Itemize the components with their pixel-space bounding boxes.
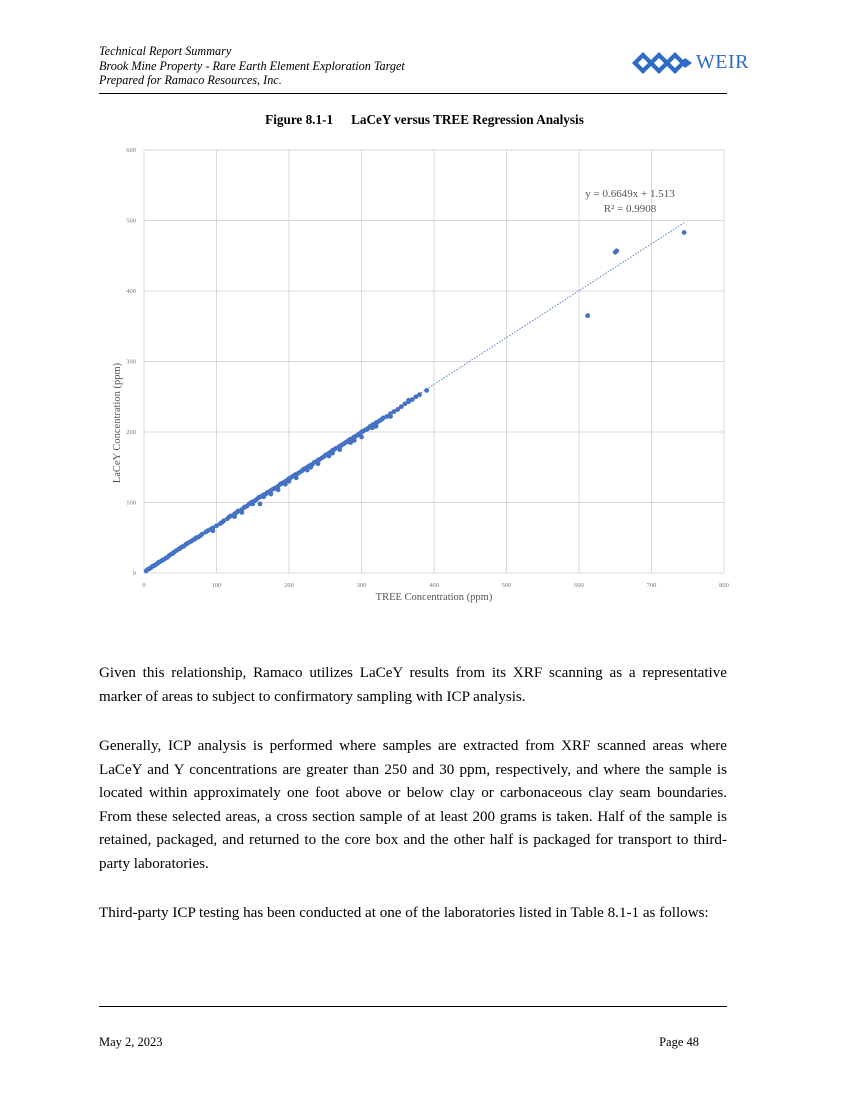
y-tick-label: 300 xyxy=(126,358,136,366)
data-point xyxy=(316,461,321,466)
y-tick-label: 200 xyxy=(126,429,136,436)
regression-equation: y = 0.6649x + 1.513 xyxy=(585,188,675,200)
x-axis-label: TREE Concentration (ppm) xyxy=(375,592,493,603)
paragraph-2: Generally, ICP analysis is performed where samples are extracted from XRF scanned areas where LaCeY and Y concentrations are greater than 250 and 30 ppm, respectively, and where the sample is located within approximately one foot above or below clay or carbonaceous clay seam boundaries. From these selected areas, a cross section sample of at least 200 grams is taken. Half of the sample is retained, packaged, and returned to the core box and the other half is packaged for transport to third-party laboratories. xyxy=(99,738,727,872)
data-point xyxy=(268,492,273,497)
figure-number: Figure 8.1-1 xyxy=(265,112,334,127)
data-point xyxy=(614,248,619,253)
y-axis-label: LaCeY Concentration (ppm) xyxy=(112,362,123,484)
data-point xyxy=(585,313,590,318)
data-point xyxy=(370,425,375,430)
weir-logo xyxy=(632,51,749,74)
x-tick-label: 100 xyxy=(211,582,222,589)
data-point xyxy=(276,487,281,492)
paragraph-1: Given this relationship, Ramaco utilizes LaCeY results from its XRF scanning as a representative marker of areas to subject to confirmatory sampling with ICP analysis. xyxy=(99,665,727,705)
data-point xyxy=(388,414,393,419)
footer-divider xyxy=(99,1006,727,1007)
header-report-type: Technical Report Summary xyxy=(99,44,232,58)
data-point xyxy=(232,514,237,519)
data-point xyxy=(417,392,422,397)
data-point xyxy=(250,502,255,507)
data-point xyxy=(348,440,353,445)
regression-scatter-chart xyxy=(104,138,744,608)
data-point xyxy=(326,454,331,459)
data-point xyxy=(283,482,288,487)
footer-date: May 2, 2023 xyxy=(99,1035,163,1049)
figure-title: LaCeY versus TREE Regression Analysis xyxy=(351,112,584,127)
x-tick-label: 800 xyxy=(719,582,729,589)
weir-diamond-icon xyxy=(632,52,694,74)
weir-logo-text: WEIR xyxy=(695,51,749,73)
data-point xyxy=(239,510,244,515)
x-tick-label: 600 xyxy=(574,582,584,589)
paragraph-3: Third-party ICP testing has been conducted at one of the laboratories listed in Table 8.1-1 as follows: xyxy=(99,905,709,921)
x-tick-label: 700 xyxy=(646,582,657,589)
header-property: Brook Mine Property - Rare Earth Element Exploration Target xyxy=(99,58,405,73)
data-point xyxy=(258,502,263,507)
y-tick-label: 600 xyxy=(126,147,136,154)
data-points xyxy=(144,230,687,573)
y-tick-label: 100 xyxy=(126,499,136,507)
data-point xyxy=(406,398,411,403)
data-point xyxy=(337,447,342,452)
x-tick-label: 400 xyxy=(429,582,439,589)
data-point xyxy=(294,475,299,480)
x-tick-label: 0 xyxy=(142,582,146,589)
page-header xyxy=(99,44,749,94)
data-point xyxy=(359,435,364,440)
footer-page-number: Page 48 xyxy=(659,1035,699,1049)
y-tick-label: 400 xyxy=(126,288,136,295)
data-point xyxy=(682,230,687,235)
data-point xyxy=(261,494,266,499)
data-point xyxy=(305,468,310,473)
y-tick-label: 0 xyxy=(132,570,136,577)
figure-caption xyxy=(0,112,849,128)
y-tick-label: 500 xyxy=(126,217,136,225)
x-tick-label: 200 xyxy=(284,582,294,589)
r-squared-label: R² = 0.9908 xyxy=(603,203,657,215)
x-tick-label: 500 xyxy=(501,582,512,589)
header-prepared-for: Prepared for Ramaco Resources, Inc. xyxy=(99,73,282,87)
data-point xyxy=(210,528,215,533)
x-tick-label: 300 xyxy=(356,582,367,589)
data-point xyxy=(424,388,429,393)
